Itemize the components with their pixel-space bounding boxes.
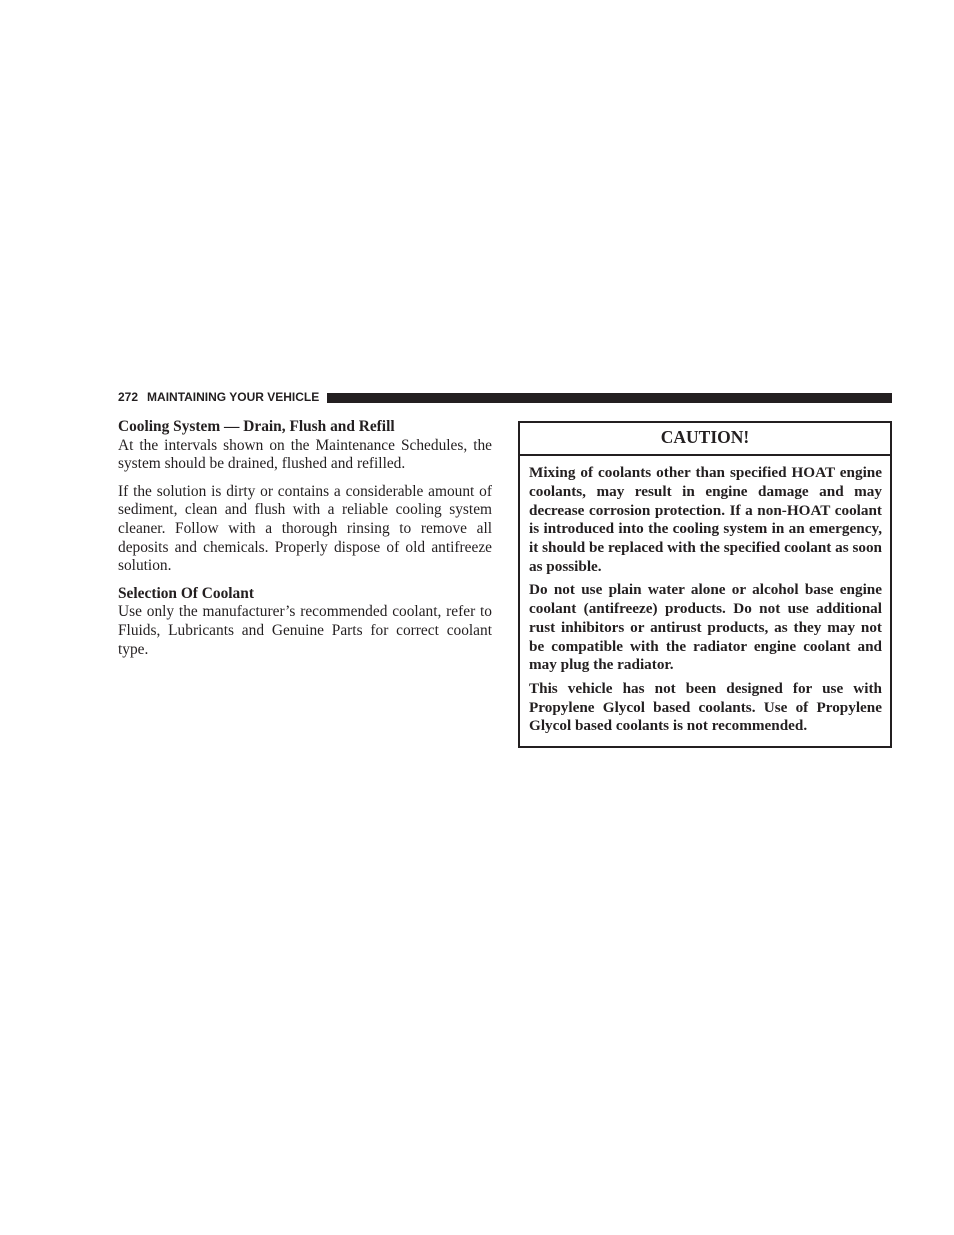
section-title: MAINTAINING YOUR VEHICLE: [147, 390, 320, 404]
caution-box: [518, 421, 892, 748]
caution-title: CAUTION!: [520, 423, 890, 456]
left-column: [118, 418, 492, 668]
caution-paragraph-mixing: Mixing of coolants other than specified HOAT engine coolants, may result in engine damage and may decrease corrosion protection. If a non-HOAT coolant is introduced into the cooling system in an emergency, it should be replaced with the specified coolant as soon as possible.: [529, 464, 882, 575]
paragraph-flush: If the solution is dirty or contains a considerable amount of sediment, clean and flush with a reliable cooling system cleaner. Follow with a thorough rinsing to remove all deposits and chemicals. Properly dispose of old antifreeze solution.: [118, 482, 492, 575]
paragraph-intervals: At the intervals shown on the Maintenance Schedules, the system should be drained, flushed and refilled.: [118, 436, 492, 473]
page-header: [118, 390, 892, 405]
header-rule: [327, 393, 892, 403]
page-number: 272: [118, 390, 139, 404]
paragraph-coolant-type: Use only the manufacturer’s recommended coolant, refer to Fluids, Lubricants and Genuine Parts for correct coolant type.: [118, 603, 492, 658]
caution-paragraph-plain-water: Do not use plain water alone or alcohol base engine coolant (antifreeze) products. Do not use additional rust inhibitors or antirust products, as they may not be compatible with the radiator engine coolant and may plug the radiator.: [529, 581, 882, 674]
caution-paragraph-propylene-glycol: This vehicle has not been designed for use with Propylene Glycol based coolants. Use of Propylene Glycol based coolants is not recommended.: [529, 679, 882, 735]
heading-selection-of-coolant: Selection Of Coolant: [118, 584, 254, 602]
heading-cooling-system: Cooling System — Drain, Flush and Refill: [118, 418, 395, 435]
caution-body: [520, 456, 890, 746]
